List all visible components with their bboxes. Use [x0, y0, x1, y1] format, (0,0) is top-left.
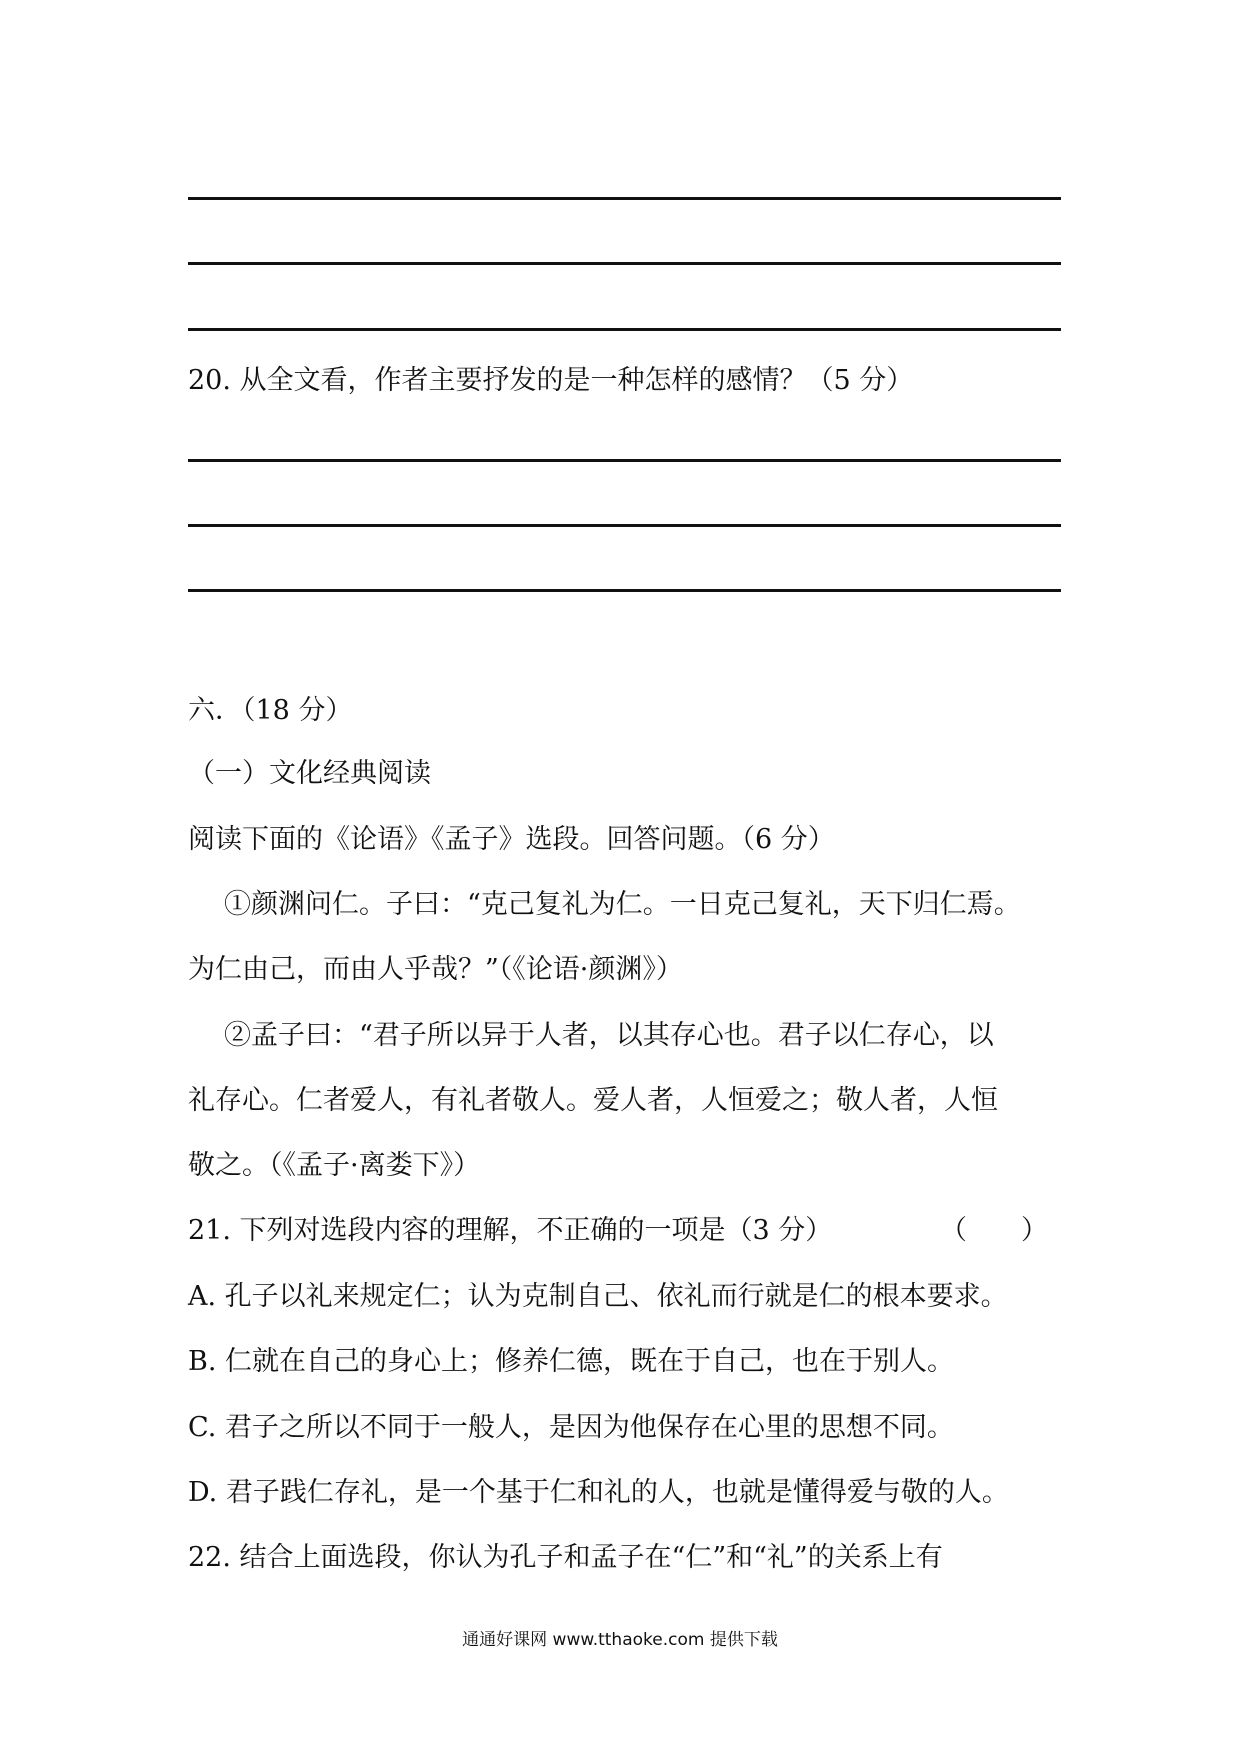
section-heading: 六．（18 分） [188, 695, 353, 726]
page-footer: 通通好课网 www.tthaoke.com 提供下载 [462, 1630, 778, 1650]
section-subheading: （一）文化经典阅读 [188, 758, 431, 789]
passage-1-line: ①颜渊问仁。子曰：“克己复礼为仁。一日克己复礼，天下归仁焉。 [224, 889, 1021, 920]
answer-line [188, 459, 1061, 462]
passage-2-line: ②孟子曰：“君子所以异于人者，以其存心也。君子以仁存心，以 [224, 1020, 994, 1051]
answer-line [188, 524, 1061, 527]
option-a: A. 孔子以礼来规定仁；认为克制自己、依礼而行就是仁的根本要求。 [188, 1281, 1008, 1312]
passage-2-line: 敬之。（《孟子·离娄下》） [188, 1150, 481, 1181]
passage-1-line: 为仁由己，而由人乎哉？”（《论语·颜渊》） [188, 954, 683, 985]
answer-bracket: （ ） [940, 1215, 1048, 1246]
option-b: B. 仁就在自己的身心上；修养仁德，既在于自己，也在于别人。 [188, 1346, 955, 1377]
reading-instructions: 阅读下面的《论语》《孟子》选段。回答问题。（6 分） [188, 824, 835, 855]
answer-line [188, 197, 1061, 200]
option-c: C. 君子之所以不同于一般人，是因为他保存在心里的思想不同。 [188, 1412, 954, 1443]
passage-2-line: 礼存心。仁者爱人，有礼者敬人。爱人者，人恒爱之；敬人者，人恒 [188, 1085, 998, 1116]
answer-line [188, 328, 1061, 331]
question-21: 21. 下列对选段内容的理解，不正确的一项是（3 分） [188, 1215, 833, 1246]
answer-line [188, 589, 1061, 592]
question-20: 20. 从全文看，作者主要抒发的是一种怎样的感情？（5 分） [188, 365, 914, 396]
answer-line [188, 262, 1061, 265]
option-d: D. 君子践仁存礼，是一个基于仁和礼的人，也就是懂得爱与敬的人。 [188, 1477, 1009, 1508]
question-22: 22. 结合上面选段，你认为孔子和孟子在“仁”和“礼”的关系上有 [188, 1542, 943, 1573]
